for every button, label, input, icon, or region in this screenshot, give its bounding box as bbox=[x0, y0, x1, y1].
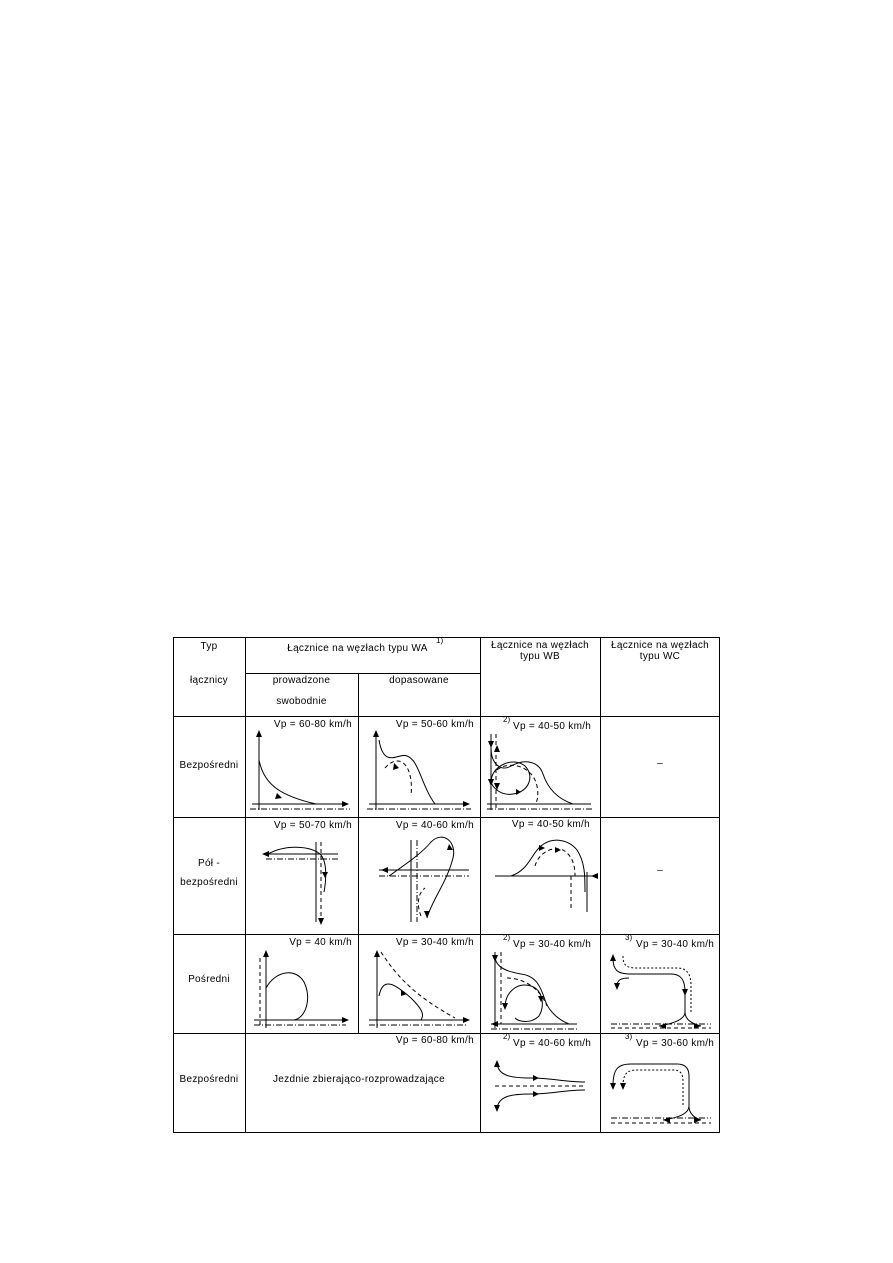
row2-wa-fit-speed: Vp = 40-60 km/h bbox=[395, 820, 474, 831]
diagram-row3-wc bbox=[601, 948, 719, 1032]
header-wb-line2: typu WB bbox=[520, 651, 560, 662]
header-wc-line2: typu WC bbox=[639, 651, 681, 662]
row1-wc-dash: – bbox=[657, 758, 663, 769]
header-typ-line1: Typ bbox=[200, 641, 218, 652]
row2-wc-dash: – bbox=[657, 865, 663, 876]
header-wa-free-line1: prowadzone bbox=[272, 675, 331, 686]
row3-wc-note: 3) bbox=[625, 933, 633, 942]
row3-wb-speed: Vp = 30-40 km/h bbox=[513, 939, 592, 950]
row1-wa-fit-speed: Vp = 50-60 km/h bbox=[395, 719, 474, 730]
row4-wa-text: Jezdnie zbierająco-rozprowadzające bbox=[273, 1074, 445, 1085]
row3-wa-fit-speed: Vp = 30-40 km/h bbox=[395, 937, 474, 948]
row3-wb-note: 2) bbox=[503, 933, 511, 942]
diagram-row4-wb bbox=[481, 1046, 600, 1130]
diagram-row2-wa-free bbox=[246, 832, 358, 932]
row1-wa-free-speed: Vp = 60-80 km/h bbox=[273, 719, 352, 730]
diagram-row1-wb bbox=[481, 730, 600, 814]
header-wa-title: Łącznice na węzłach typu WA bbox=[287, 643, 428, 654]
row1-wb-speed: Vp = 40-50 km/h bbox=[513, 721, 592, 732]
row2-wb-speed: Vp = 40-50 km/h bbox=[511, 819, 590, 830]
row3-type: Pośredni bbox=[188, 974, 230, 985]
row4-wa-speed: Vp = 60-80 km/h bbox=[395, 1035, 474, 1046]
diagram-row4-wc bbox=[601, 1046, 719, 1130]
header-typ-line2: łącznicy bbox=[190, 675, 228, 686]
row4-type: Bezpośredni bbox=[179, 1074, 239, 1085]
diagram-row2-wb bbox=[481, 832, 600, 932]
diagram-row1-wa-free bbox=[246, 730, 358, 814]
row2-wa-free-speed: Vp = 50-70 km/h bbox=[273, 820, 352, 831]
diagram-row3-wb bbox=[481, 948, 600, 1032]
header-wa-fitted: dopasowane bbox=[389, 675, 449, 686]
row3-wc-speed: Vp = 30-40 km/h bbox=[636, 939, 715, 950]
row2-type-line2: bezpośredni bbox=[180, 877, 238, 888]
diagram-row3-wa-fitted bbox=[359, 948, 480, 1032]
diagram-row2-wa-fitted bbox=[359, 832, 480, 932]
row4-wb-note: 2) bbox=[503, 1032, 511, 1041]
header-wa-free-line2: swobodnie bbox=[276, 696, 327, 707]
diagram-row3-wa-free bbox=[246, 948, 358, 1032]
header-wc-line1: Łącznice na węzłach bbox=[611, 640, 709, 651]
row4-wb-speed: Vp = 40-60 km/h bbox=[513, 1038, 592, 1049]
row3-wa-free-speed: Vp = 40 km/h bbox=[289, 937, 352, 948]
row1-type: Bezpośredni bbox=[179, 760, 239, 771]
row4-wc-note: 3) bbox=[625, 1032, 633, 1041]
row2-type-line1: Pół - bbox=[197, 858, 221, 869]
header-wb-line1: Łącznice na węzłach bbox=[491, 640, 589, 651]
row1-wb-note: 2) bbox=[503, 715, 511, 724]
row4-wc-speed: Vp = 30-60 km/h bbox=[636, 1038, 715, 1049]
header-wa-footnote: 1) bbox=[436, 636, 444, 645]
diagram-row1-wa-fitted bbox=[359, 730, 480, 814]
